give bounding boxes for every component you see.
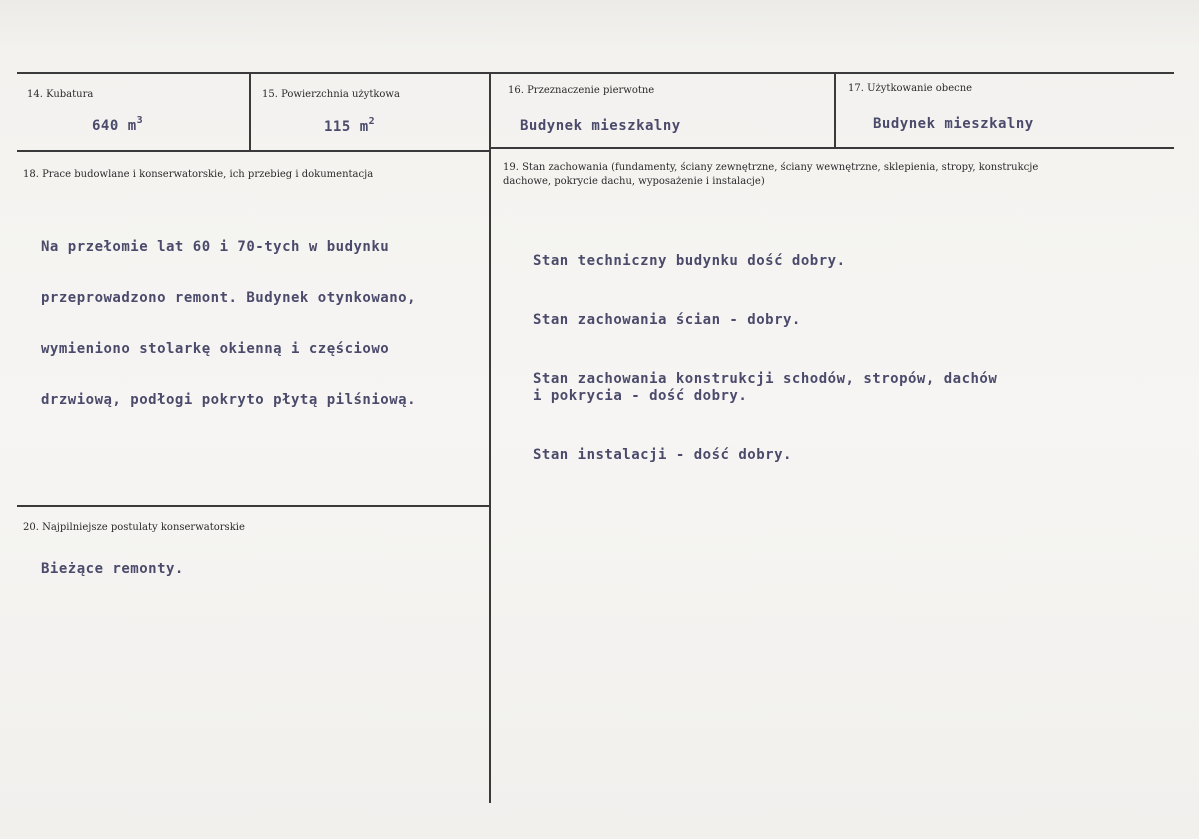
field-19-paragraph: Stan zachowania konstrukcji schodów, stropów, dachów i pokrycia - dość dobry. — [533, 371, 998, 404]
field-15-exponent: 2 — [368, 116, 376, 127]
field-18-line: przeprowadzono remont. Budynek otynkowano, — [41, 290, 417, 306]
field-18-line: wymieniono stolarkę okienną i częściowo — [41, 341, 390, 357]
row1-bottom-rule-right — [489, 147, 1174, 149]
field-15-value — [324, 116, 376, 136]
field-20-label: 20. Najpilniejsze postulaty konserwatorskie — [23, 522, 245, 533]
field-15-label: 15. Powierzchnia użytkowa — [262, 89, 400, 100]
field-14-exponent: 3 — [136, 115, 144, 126]
section18-bottom-rule — [17, 505, 489, 507]
field-15-number: 115 m — [324, 119, 369, 135]
top-rule — [17, 72, 1174, 74]
field-14-label: 14. Kubatura — [27, 89, 94, 100]
field-19-text — [533, 219, 997, 506]
row1-bottom-rule — [17, 150, 489, 152]
field-14-value — [92, 115, 144, 135]
field-19-label: 19. Stan zachowania (fundamenty, ściany zewnętrzne, ściany wewnętrzne, sklepienia, stropy, konstrukcje dachowe, pokrycie dachu, wyposażenie i instalacje) — [503, 162, 1039, 187]
divider-main — [489, 72, 491, 803]
divider-14-15 — [249, 72, 251, 152]
field-17-value: Budynek mieszkalny — [873, 116, 1034, 132]
field-16-value: Budynek mieszkalny — [520, 118, 681, 134]
field-20-value: Bieżące remonty. — [41, 561, 184, 577]
field-16-label: 16. Przeznaczenie pierwotne — [508, 85, 655, 96]
field-19-paragraph: Stan zachowania ścian - dobry. — [533, 312, 801, 328]
field-17-label: 17. Użytkowanie obecne — [848, 83, 973, 94]
field-18-label: 18. Prace budowlane i konserwatorskie, ich przebieg i dokumentacja — [23, 169, 374, 180]
field-14-number: 640 m — [92, 118, 137, 134]
field-19-paragraph: Stan techniczny budynku dość dobry. — [533, 253, 846, 269]
field-18-line: Na przełomie lat 60 i 70-tych w budynku — [41, 239, 390, 255]
field-19-paragraph: Stan instalacji - dość dobry. — [533, 447, 792, 463]
field-18-line: drzwiową, podłogi pokryto płytą pilśniową. — [41, 392, 417, 408]
field-18-text — [41, 205, 416, 443]
divider-16-17 — [834, 72, 836, 149]
